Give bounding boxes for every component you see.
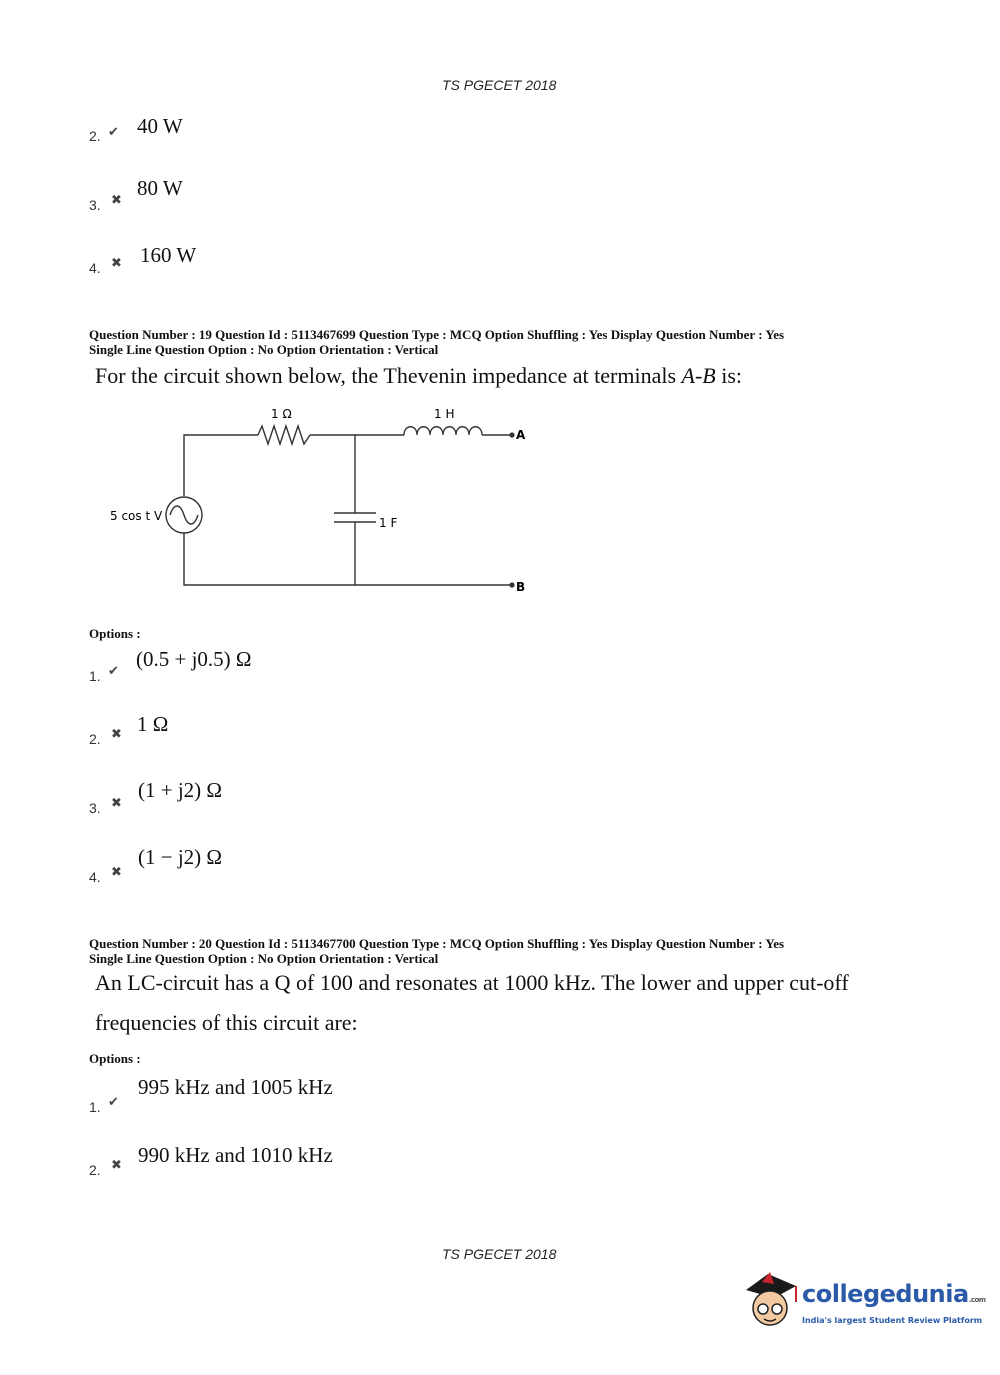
question-meta-line1: Question Number : 19 Question Id : 5113467699 Question Type : MCQ Option Shuffling : Yes Display Question Number : Yes [89, 327, 785, 342]
wire-top-left [184, 435, 258, 496]
terminal-b-dot [509, 582, 514, 587]
option-number: 3. [89, 197, 101, 213]
question-meta-line2: Single Line Question Option : No Option Orientation : Vertical [89, 951, 439, 966]
logo-tagline: India's largest Student Review Platform [802, 1316, 983, 1325]
correct-check-icon: ✔ [108, 1095, 119, 1110]
resistor-symbol [258, 426, 310, 444]
option-number: 1. [89, 1099, 101, 1115]
circuit-diagram [0, 0, 1000, 620]
question-meta-line1: Question Number : 20 Question Id : 5113467700 Question Type : MCQ Option Shuffling : Yes Display Question Number : Yes [89, 936, 785, 951]
question-meta-line2: Single Line Question Option : No Option Orientation : Vertical [89, 342, 439, 357]
correct-check-icon: ✔ [108, 664, 119, 679]
options-label: Options : [89, 626, 141, 641]
correct-check-icon: ✔ [108, 125, 119, 140]
option-number: 4. [89, 260, 101, 276]
resistor-label: 1 Ω [271, 407, 292, 421]
question-text-line2: frequencies of this circuit are: [95, 1010, 358, 1035]
logo-suffix: .com [968, 1296, 986, 1304]
wire-bottom [184, 533, 510, 585]
question-text-part: For the circuit shown below, the Thevenin impedance at terminals [95, 363, 682, 388]
inductor-symbol [404, 427, 482, 435]
wrong-cross-icon: ✖ [111, 256, 122, 271]
logo-name: collegedunia [802, 1280, 969, 1308]
collegedunia-logo [740, 1268, 986, 1338]
terminal-b-label: B [516, 580, 526, 594]
page-header: TS PGECET 2018 [442, 77, 557, 93]
option-text: 1 Ω [137, 712, 169, 736]
wrong-cross-icon: ✖ [111, 193, 122, 208]
mascot-icon [740, 1268, 802, 1338]
question-text-part: is: [715, 363, 743, 388]
page-footer: TS PGECET 2018 [442, 1246, 557, 1262]
option-number: 3. [89, 800, 101, 816]
wrong-cross-icon: ✖ [111, 727, 122, 742]
capacitor-label: 1 F [379, 516, 398, 530]
terminal-a-label: A [516, 428, 526, 442]
option-text: 40 W [137, 114, 183, 138]
terminal-a-dot [509, 432, 514, 437]
option-number: 2. [89, 1162, 101, 1178]
wrong-cross-icon: ✖ [111, 865, 122, 880]
terminals-label: A-B [681, 363, 716, 388]
wrong-cross-icon: ✖ [111, 1158, 122, 1173]
option-number: 4. [89, 869, 101, 885]
option-text: 160 W [140, 243, 197, 267]
inductor-label: 1 H [434, 407, 455, 421]
option-text: 990 kHz and 1010 kHz [138, 1143, 333, 1167]
source-label: 5 cos t V [110, 509, 163, 523]
option-text: (1 − j2) Ω [138, 845, 223, 869]
wrong-cross-icon: ✖ [111, 796, 122, 811]
option-text: 80 W [137, 176, 183, 200]
option-number: 2. [89, 731, 101, 747]
option-number: 1. [89, 668, 101, 684]
option-number: 2. [89, 128, 101, 144]
options-label: Options : [89, 1051, 141, 1066]
logo-wordmark [802, 1280, 986, 1308]
option-text: (0.5 + j0.5) Ω [136, 647, 252, 671]
question-text-line1: An LC-circuit has a Q of 100 and resonates at 1000 kHz. The lower and upper cut-off [95, 970, 849, 995]
option-text: 995 kHz and 1005 kHz [138, 1075, 333, 1099]
option-text: (1 + j2) Ω [138, 778, 223, 802]
